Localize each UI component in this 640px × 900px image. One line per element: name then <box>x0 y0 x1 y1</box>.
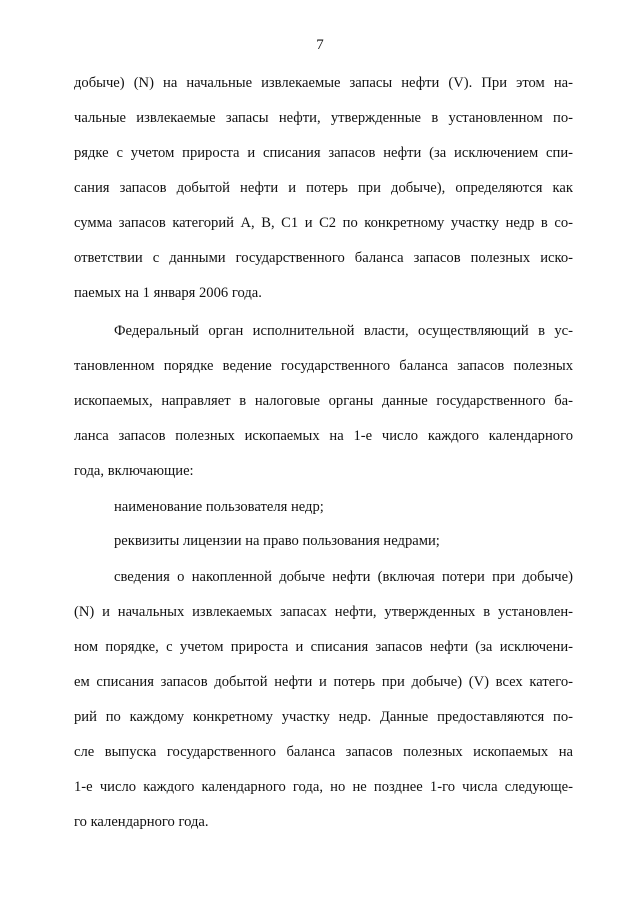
list-item-production-info <box>74 560 573 840</box>
text-line: ланса запасов полезных ископаемых на 1-е число каждого календарного <box>74 428 573 444</box>
text-line: сле выпуска государственного баланса запасов полезных ископаемых на <box>74 744 573 760</box>
text-line: рий по каждому конкретному участку недр. Данные предоставляются по- <box>74 709 573 725</box>
text-line: года, включающие: <box>74 463 194 479</box>
text-line: паемых на 1 января 2006 года. <box>74 285 262 301</box>
text-line: тановленном порядке ведение государственного баланса запасов полезных <box>74 358 573 374</box>
text-line: сания запасов добытой нефти и потерь при добыче), определяются как <box>74 180 573 196</box>
text-line: сумма запасов категорий А, В, С1 и С2 по конкретному участку недр в со- <box>74 215 573 231</box>
page-number: 7 <box>316 37 324 53</box>
list-item-license-details <box>74 524 573 559</box>
text-line: сведения о накопленной добыче нефти (включая потери при добыче) <box>114 569 573 585</box>
paragraph-federal-organ <box>74 314 573 489</box>
text-line: Федеральный орган исполнительной власти, осуществляющий в ус- <box>114 323 573 339</box>
text-line: ископаемых, направляет в налоговые органы данные государственного ба- <box>74 393 573 409</box>
text-line: ответствии с данными государственного баланса запасов полезных иско- <box>74 250 573 266</box>
text-line: рядке с учетом прироста и списания запасов нефти (за исключением спи- <box>74 145 573 161</box>
text-line: реквизиты лицензии на право пользования недрами; <box>114 533 440 549</box>
text-line: 1-е число каждого календарного года, но не позднее 1-го числа следующе- <box>74 779 573 795</box>
text-line: го календарного года. <box>74 814 209 830</box>
paragraph-continuation <box>74 66 573 311</box>
text-line: ном порядке, с учетом прироста и списания запасов нефти (за исключени- <box>74 639 573 655</box>
text-line: наименование пользователя недр; <box>114 499 324 515</box>
text-line: добыче) (N) на начальные извлекаемые запасы нефти (V). При этом на- <box>74 75 573 91</box>
text-line: чальные извлекаемые запасы нефти, утвержденные в установленном по- <box>74 110 573 126</box>
text-line: (N) и начальных извлекаемых запасах нефти, утвержденных в установлен- <box>74 604 573 620</box>
list-item-user-name <box>74 490 573 525</box>
text-line: ем списания запасов добытой нефти и потерь при добыче) (V) всех катего- <box>74 674 573 690</box>
